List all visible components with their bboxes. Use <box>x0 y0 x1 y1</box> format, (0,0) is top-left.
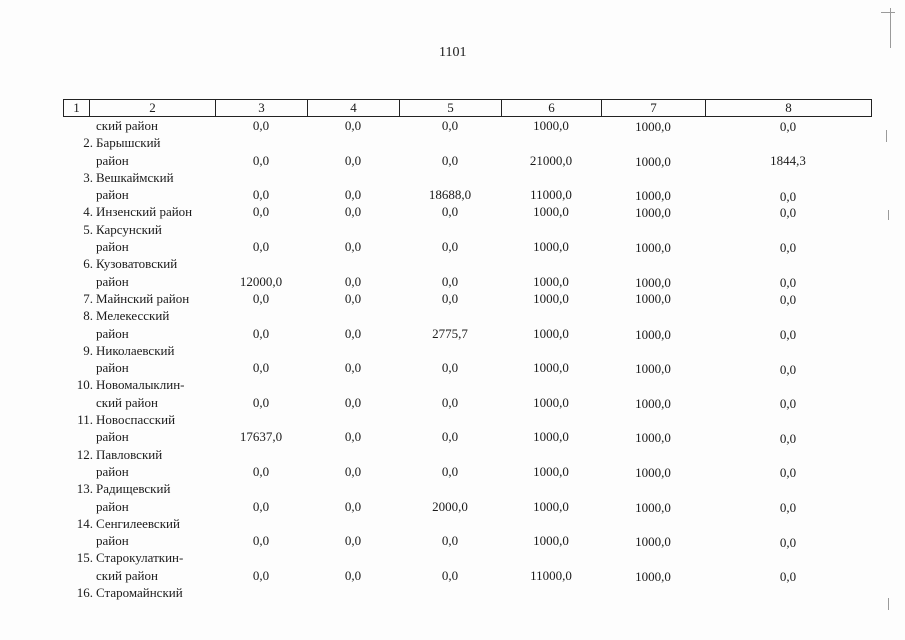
district-name: Новомалыклин- <box>96 377 185 393</box>
value-cell: 1000,0 <box>533 394 569 410</box>
value-cell: 0,0 <box>779 569 797 585</box>
table-row <box>63 291 871 308</box>
row-number: 13. <box>76 481 93 497</box>
value-cell: 0,0 <box>441 118 459 133</box>
value-cell: 1000,0 <box>635 188 671 204</box>
value-cell: 0,0 <box>344 239 362 255</box>
value-cell: 18688,0 <box>428 187 472 203</box>
value-cell: 0,0 <box>779 499 797 515</box>
row-number: 10. <box>76 377 93 393</box>
row-number: 14. <box>76 515 93 531</box>
value-cell: 0,0 <box>441 429 459 445</box>
row-number: 16. <box>76 585 93 601</box>
value-cell: 0,0 <box>779 118 797 134</box>
value-cell: 0,0 <box>779 188 797 204</box>
value-cell: 0,0 <box>344 118 362 133</box>
value-cell: 0,0 <box>252 567 270 583</box>
scan-edge-mark <box>881 12 895 13</box>
row-number: 9. <box>83 342 93 358</box>
district-name: Новоспасский <box>96 412 176 428</box>
table-row <box>63 135 871 170</box>
value-cell: 0,0 <box>779 205 797 221</box>
table-row <box>63 447 871 482</box>
value-cell: 1000,0 <box>635 430 671 446</box>
value-cell: 0,0 <box>344 533 362 549</box>
column-header: 4 <box>308 100 400 117</box>
value-cell: 0,0 <box>441 360 459 376</box>
value-cell: 0,0 <box>779 430 797 446</box>
row-number: 5. <box>83 221 93 237</box>
column-header: 6 <box>502 100 602 117</box>
page-number: 1101 <box>439 45 467 60</box>
column-header: 2 <box>90 100 216 117</box>
row-number: 7. <box>83 290 93 306</box>
value-cell: 0,0 <box>344 187 362 203</box>
table-row <box>63 343 871 378</box>
value-cell: 0,0 <box>344 498 362 514</box>
district-name: ский район <box>96 118 158 133</box>
value-cell: 1000,0 <box>635 204 671 220</box>
row-number: 15. <box>76 550 93 566</box>
value-cell: 0,0 <box>441 273 459 289</box>
value-cell: 0,0 <box>344 290 362 306</box>
value-cell: 0,0 <box>344 360 362 376</box>
value-cell: 0,0 <box>441 394 459 410</box>
value-cell: 1000,0 <box>635 118 671 134</box>
value-cell: 1000,0 <box>533 290 569 306</box>
value-cell: 0,0 <box>441 567 459 583</box>
district-name: район <box>96 498 129 514</box>
value-cell: 0,0 <box>252 187 270 203</box>
row-number: 6. <box>83 256 93 272</box>
value-cell: 0,0 <box>779 326 797 342</box>
value-cell: 1000,0 <box>533 533 569 549</box>
table-row <box>63 308 871 343</box>
value-cell: 0,0 <box>252 360 270 376</box>
value-cell: 0,0 <box>441 239 459 255</box>
value-cell: 1000,0 <box>635 326 671 342</box>
table-row <box>63 585 871 602</box>
district-name: Старомайнский <box>96 585 183 601</box>
row-number: 2. <box>83 135 93 151</box>
value-cell: 0,0 <box>441 463 459 479</box>
value-cell: 1000,0 <box>533 498 569 514</box>
row-number: 4. <box>83 204 93 220</box>
value-cell: 1000,0 <box>635 274 671 290</box>
column-header: 7 <box>602 100 706 117</box>
value-cell: 0,0 <box>779 361 797 377</box>
district-name: Карсунский <box>96 221 162 237</box>
district-name: район <box>96 429 129 445</box>
value-cell: 0,0 <box>252 152 270 168</box>
value-cell: 1000,0 <box>635 464 671 480</box>
value-cell: 0,0 <box>252 394 270 410</box>
district-name: Вешкаймский <box>96 169 174 185</box>
value-cell: 1000,0 <box>533 239 569 255</box>
row-number: 11. <box>77 412 93 428</box>
district-name: Радищевский <box>96 481 171 497</box>
scan-edge-mark <box>890 8 891 48</box>
column-header: 8 <box>706 100 872 117</box>
value-cell: 0,0 <box>344 273 362 289</box>
district-name: район <box>96 463 129 479</box>
column-header: 1 <box>64 100 90 117</box>
value-cell: 0,0 <box>779 465 797 481</box>
value-cell: 0,0 <box>252 498 270 514</box>
value-cell: 0,0 <box>441 204 459 220</box>
value-cell: 1000,0 <box>635 361 671 377</box>
value-cell: 1000,0 <box>533 273 569 289</box>
value-cell: 0,0 <box>344 325 362 341</box>
value-cell: 1000,0 <box>635 153 671 169</box>
value-cell: 11000,0 <box>530 567 572 583</box>
value-cell: 0,0 <box>441 290 459 306</box>
value-cell: 1000,0 <box>635 395 671 411</box>
district-name: район <box>96 187 129 203</box>
value-cell: 0,0 <box>344 429 362 445</box>
value-cell: 0,0 <box>441 152 459 168</box>
district-name: Кузоватовский <box>96 256 178 272</box>
scan-edge-mark <box>888 598 889 610</box>
value-cell: 2000,0 <box>432 498 468 514</box>
column-header: 3 <box>216 100 308 117</box>
value-cell: 1000,0 <box>533 429 569 445</box>
value-cell: 11000,0 <box>530 187 572 203</box>
row-number: 3. <box>83 169 93 185</box>
value-cell: 0,0 <box>252 204 270 220</box>
value-cell: 0,0 <box>779 534 797 550</box>
value-cell: 1000,0 <box>635 240 671 256</box>
district-name: район <box>96 325 129 341</box>
column-header: 5 <box>400 100 502 117</box>
value-cell: 0,0 <box>344 567 362 583</box>
value-cell: 0,0 <box>779 291 797 307</box>
value-cell: 1000,0 <box>533 204 569 220</box>
district-name: Николаевский <box>96 342 175 358</box>
value-cell: 0,0 <box>441 533 459 549</box>
table-row <box>63 170 871 205</box>
district-name: Майнский район <box>96 290 190 306</box>
row-number: 12. <box>76 446 93 462</box>
district-name: Павловский <box>96 446 163 462</box>
value-cell: 1000,0 <box>533 463 569 479</box>
value-cell: 0,0 <box>779 240 797 256</box>
value-cell: 1000,0 <box>635 499 671 515</box>
value-cell: 0,0 <box>252 239 270 255</box>
value-cell: 1000,0 <box>533 325 569 341</box>
column-header-row <box>63 99 872 117</box>
district-name: Сенгилеевский <box>96 515 180 531</box>
value-cell: 0,0 <box>252 463 270 479</box>
table-body <box>63 118 871 602</box>
value-cell: 0,0 <box>344 204 362 220</box>
value-cell: 0,0 <box>779 275 797 291</box>
value-cell: 0,0 <box>779 396 797 412</box>
table-row <box>63 481 871 516</box>
table-row <box>63 550 871 585</box>
value-cell: 17637,0 <box>239 429 283 445</box>
value-cell: 1000,0 <box>635 534 671 550</box>
value-cell: 1844,3 <box>770 152 806 168</box>
district-name: Мелекесский <box>96 308 170 324</box>
row-number: 8. <box>83 308 93 324</box>
table-row <box>63 377 871 412</box>
table-row <box>63 204 871 221</box>
district-name: район <box>96 152 129 168</box>
value-cell: 0,0 <box>344 394 362 410</box>
scan-edge-mark <box>886 130 887 142</box>
table-row <box>63 222 871 257</box>
value-cell: 1000,0 <box>635 291 671 307</box>
value-cell: 1000,0 <box>635 568 671 584</box>
value-cell: 1000,0 <box>533 360 569 376</box>
district-name: район <box>96 360 129 376</box>
district-name: ский район <box>96 394 158 410</box>
value-cell: 21000,0 <box>529 152 573 168</box>
district-name: Барышский <box>96 135 161 151</box>
value-cell: 2775,7 <box>432 325 468 341</box>
district-name: район <box>96 273 129 289</box>
table-row <box>63 412 871 447</box>
value-cell: 0,0 <box>252 290 270 306</box>
value-cell: 0,0 <box>344 152 362 168</box>
table-row <box>63 118 871 135</box>
district-name: район <box>96 533 129 549</box>
value-cell: 0,0 <box>344 463 362 479</box>
value-cell: 1000,0 <box>533 118 569 133</box>
value-cell: 12000,0 <box>239 273 283 289</box>
district-name: район <box>96 239 129 255</box>
value-cell: 0,0 <box>252 533 270 549</box>
table-row <box>63 516 871 551</box>
table-row <box>63 256 871 291</box>
value-cell: 0,0 <box>252 118 270 133</box>
district-name: ский район <box>96 567 158 583</box>
district-name: Старокулаткин- <box>96 550 184 566</box>
value-cell: 0,0 <box>252 325 270 341</box>
scan-edge-mark <box>888 210 889 220</box>
district-name: Инзенский район <box>96 204 193 220</box>
